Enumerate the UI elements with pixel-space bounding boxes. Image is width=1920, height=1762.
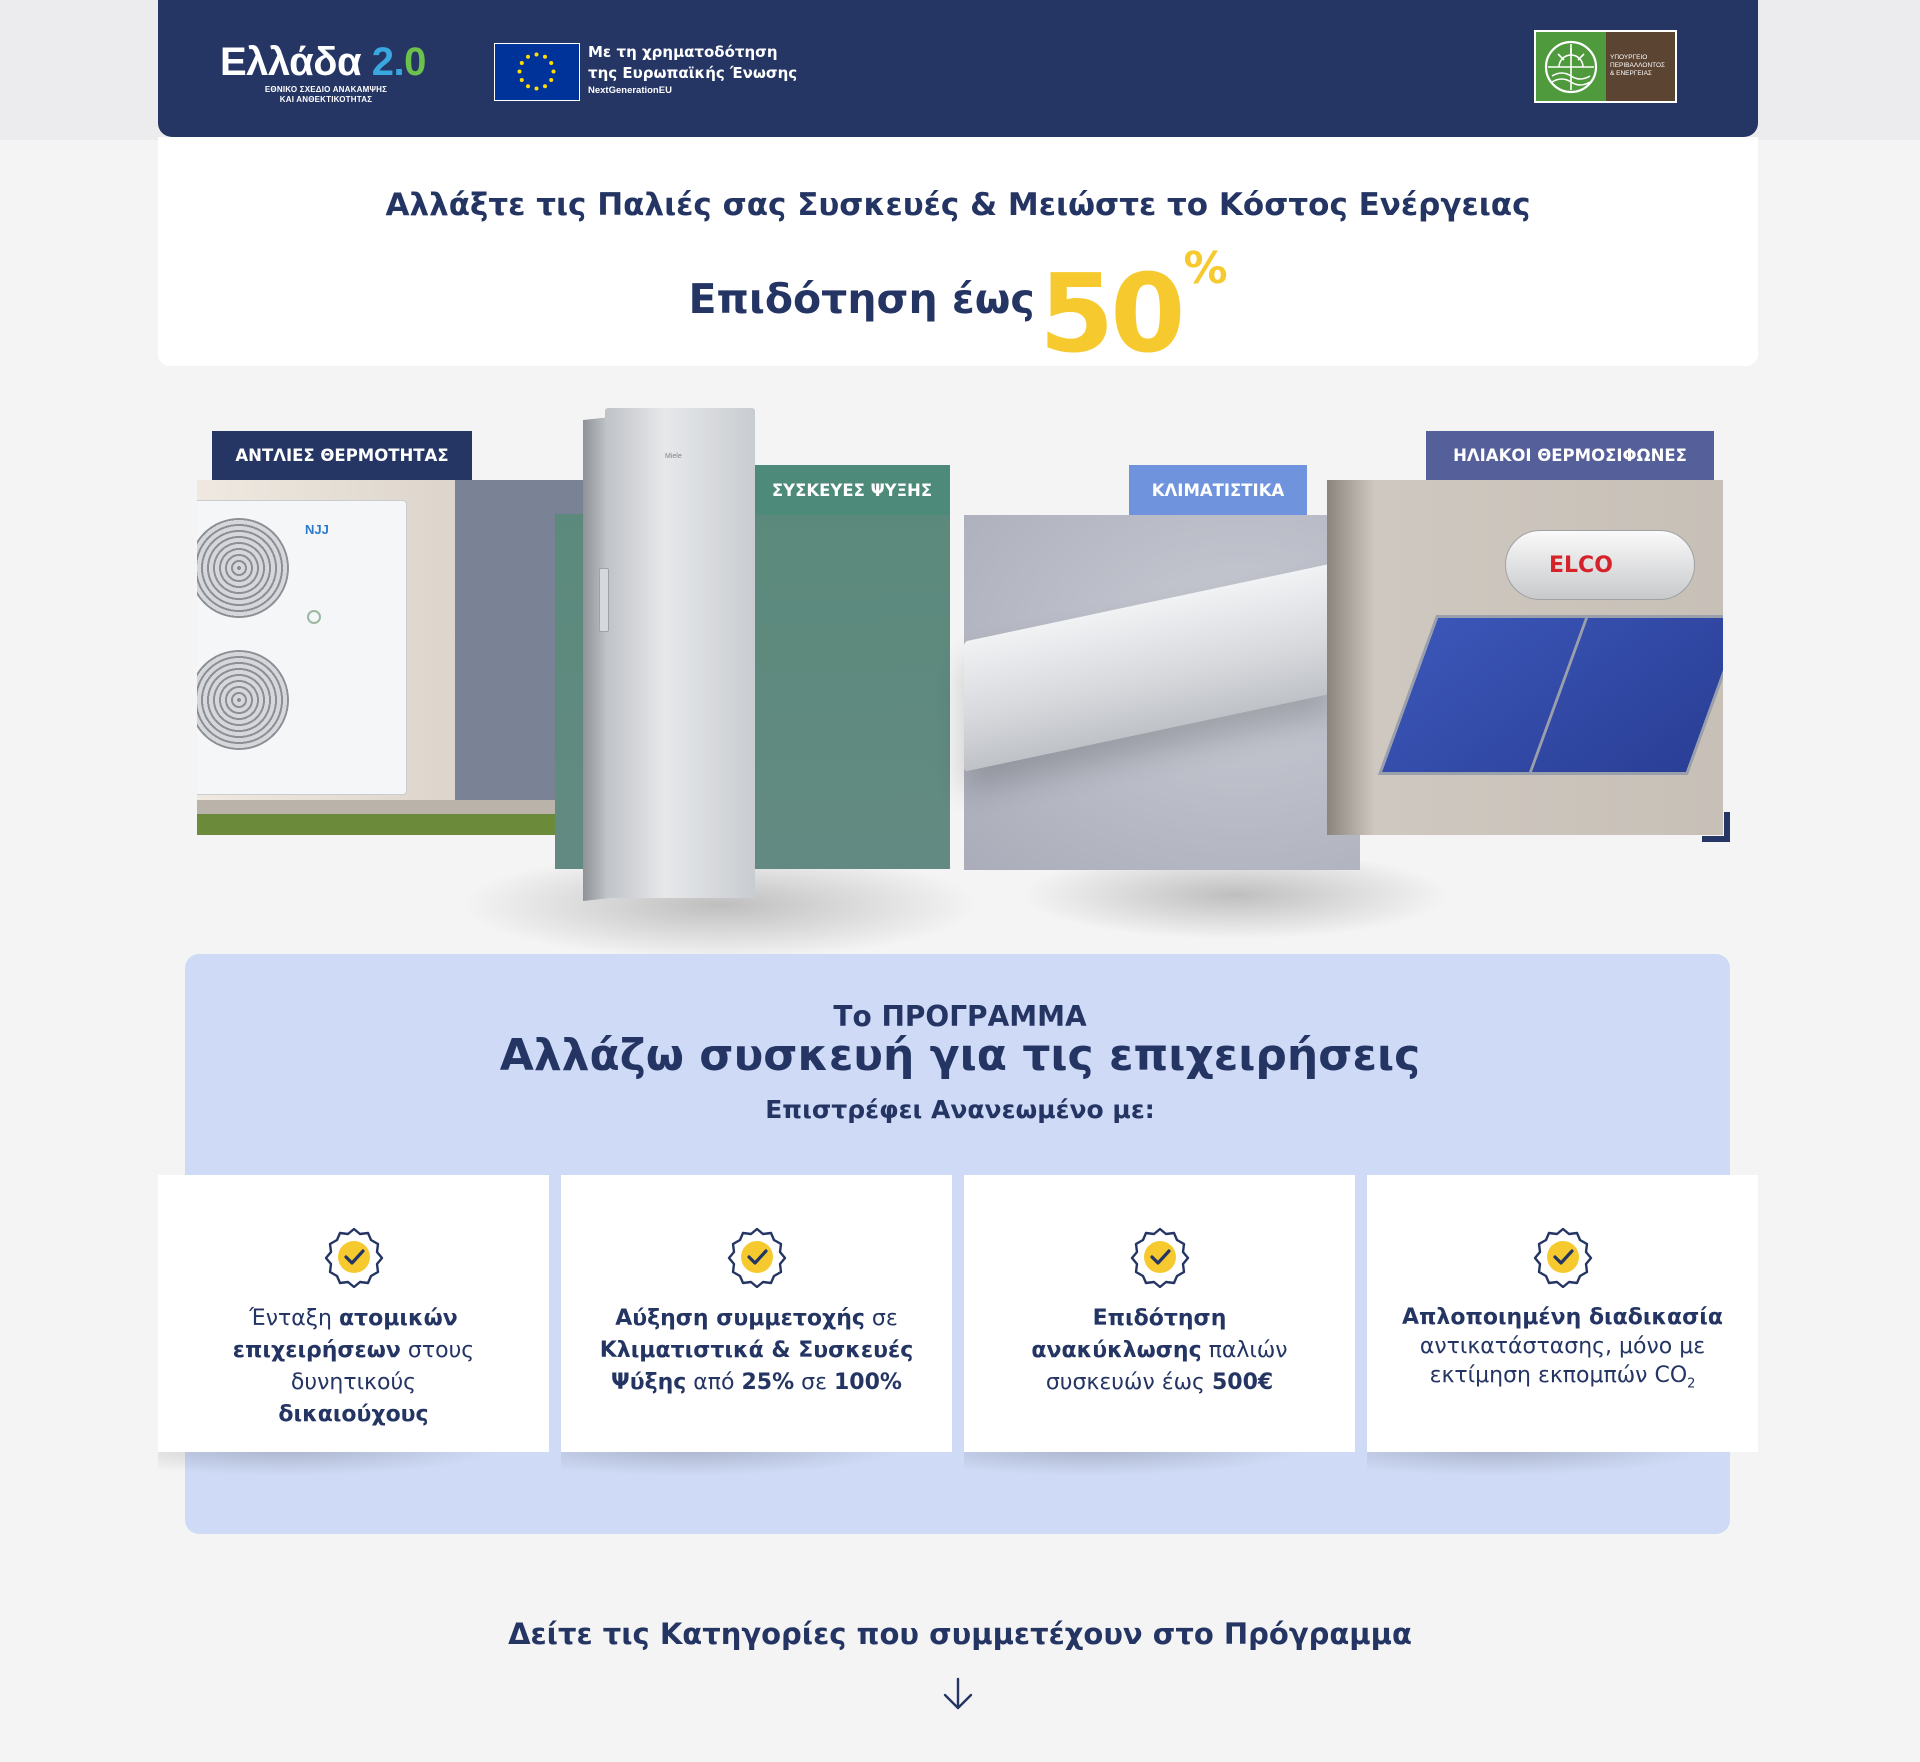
card-text: Ένταξη [249,1306,339,1331]
ministry-line3: & ΕΝΕΡΓΕΙΑΣ [1610,70,1652,77]
ellada-logo-sub1: ΕΘΝΙΚΟ ΣΧΕΔΙΟ ΑΝΑΚΑΜΨΗΣ [264,85,388,94]
subsidy-headline [158,243,1758,377]
card-text: στους δυνητικούς [290,1338,475,1395]
ellada-logo-version-b: 0 [404,40,426,84]
card-shadow [158,1448,518,1478]
fridge-handle [599,568,609,632]
category-tag-heat-pumps[interactable]: ΑΝΤΛΙΕΣ ΘΕΡΜΟΤΗΤΑΣ [212,431,472,480]
hero-title-part2: τις Παλιές σας Συσκευές & [525,187,1008,223]
hero-title-highlight-2: Μειώστε [1007,187,1157,223]
verified-badge-icon [1129,1226,1191,1288]
eu-funding-text [588,42,797,98]
ellada-2-logo[interactable] [220,40,432,104]
fridge-brand: Miele [665,453,682,460]
ellada-logo-word: Ελλάδα [220,40,362,84]
corner-accent [1702,812,1730,842]
heat-pump-badge-icon [307,610,321,624]
card-bold: Επιδότηση [1092,1306,1227,1331]
card-text: εκτίμηση εκπομπών CO [1429,1363,1688,1388]
hero-title-highlight-1: Αλλάξτε [385,187,526,223]
eu-star [549,61,553,65]
program-returns [0,1095,1920,1124]
benefit-text [1377,1303,1748,1398]
subsidy-value: 50 [1039,252,1182,377]
card-shadow [561,1448,921,1478]
fridge-image[interactable] [583,408,755,901]
air-conditioner-image[interactable] [964,515,1360,870]
card-text: αντικατάστασης, μόνο με [1419,1334,1706,1359]
benefit-card-recycling-subsidy [964,1175,1355,1452]
verified-badge-icon [726,1226,788,1288]
eu-star [520,78,524,82]
eu-funding-line2: της Ευρωπαϊκής Ένωσης [588,64,798,82]
eu-funding-line1: Με τη χρηματοδότηση [588,43,778,61]
card-bold: ανακύκλωσης [1031,1338,1202,1363]
site-header [158,0,1758,137]
verified-badge-icon [1532,1226,1594,1288]
eu-star [520,61,524,65]
ministry-emblem-icon [1536,32,1606,101]
category-tag-air-conditioners[interactable]: ΚΛΙΜΑΤΙΣΤΙΚΑ [1129,465,1307,515]
card-bold: Απλοποιημένη διαδικασία [1401,1305,1723,1330]
hero-banner [158,137,1758,377]
card-bold: Ψύξης [611,1370,687,1395]
ministry-line2: ΠΕΡΙΒΑΛΛΟΝΤΟΣ [1610,62,1666,69]
eu-star [552,70,556,74]
eu-star [518,70,522,74]
categories-heading[interactable]: Δείτε τις Κατηγορίες που συμμετέχουν στο Πρόγραμμα [508,1617,1412,1651]
benefit-text [571,1303,942,1399]
eu-star [535,53,539,57]
card-text: από [686,1370,742,1395]
heat-pump-image[interactable] [197,480,585,835]
ministry-logo[interactable] [1534,30,1677,103]
card-bold: Κλιματιστικά & Συσκευές [599,1338,914,1363]
benefit-card-participation-increase [561,1175,952,1452]
eu-funding-line3: NextGenerationEU [588,85,672,96]
program-big-title: Αλλάζω συσκευή για τις επιχειρήσεις [499,1030,1421,1081]
card-bold: επιχειρήσεων [232,1338,401,1363]
solar-brand: ELCO [1549,553,1613,578]
card-bold: ατομικών [338,1306,458,1331]
card-bold: δικαιούχους [278,1402,429,1427]
program-returns-text: Επιστρέφει Ανανεωμένο με: [765,1095,1155,1124]
program-small-title: Το ΠΡΟΓΡΑΜΜΑ [833,1000,1087,1033]
benefit-card-simplified-process [1367,1175,1758,1452]
card-shadow [1367,1448,1727,1478]
card-bold: 500€ [1211,1370,1274,1395]
card-text: σε [864,1306,898,1331]
subsidy-label: Επιδότηση έως [688,275,1035,323]
benefit-card-individual-businesses [158,1175,549,1452]
card-bold: 25% [741,1370,795,1395]
heat-pump-brand: NJJ [305,522,329,537]
benefit-text [168,1303,539,1431]
card-bold: 100% [833,1370,902,1395]
ellada-logo-sub2: ΚΑΙ ΑΝΘΕΚΤΙΚΟΤΗΤΑΣ [279,95,373,104]
ministry-line1: ΥΠΟΥΡΓΕΙΟ [1610,54,1648,61]
card-bold: Αύξηση συμμετοχής [615,1306,865,1331]
ellada-logo-version-a: 2. [371,40,405,84]
solar-heater-image[interactable] [1327,480,1723,835]
verified-badge-icon [323,1226,385,1288]
eu-star [543,55,547,59]
category-tag-refrigeration[interactable]: ΣΥΣΚΕΥΕΣ ΨΥΞΗΣ [754,465,950,515]
arrow-down-icon[interactable] [940,1676,976,1712]
hero-title [158,185,1758,225]
eu-star [543,84,547,88]
eu-star [526,84,530,88]
category-tag-solar-heaters[interactable]: ΗΛΙΑΚΟΙ ΘΕΡΜΟΣΙΦΩΝΕΣ [1426,431,1714,480]
card-shadow [964,1448,1324,1478]
subsidy-unit: % [1183,243,1228,294]
card-text: σε [794,1370,834,1395]
eu-star [535,87,539,91]
eu-star [526,55,530,59]
hero-title-part4: το Κόστος Ενέργειας [1156,187,1531,223]
co2-subscript: 2 [1687,1376,1696,1392]
eu-star [549,78,553,82]
card-text: συσκευών έως [1045,1370,1212,1395]
card-text: παλιών [1201,1338,1288,1363]
eu-flag-icon [494,43,580,101]
benefit-text [974,1303,1345,1399]
